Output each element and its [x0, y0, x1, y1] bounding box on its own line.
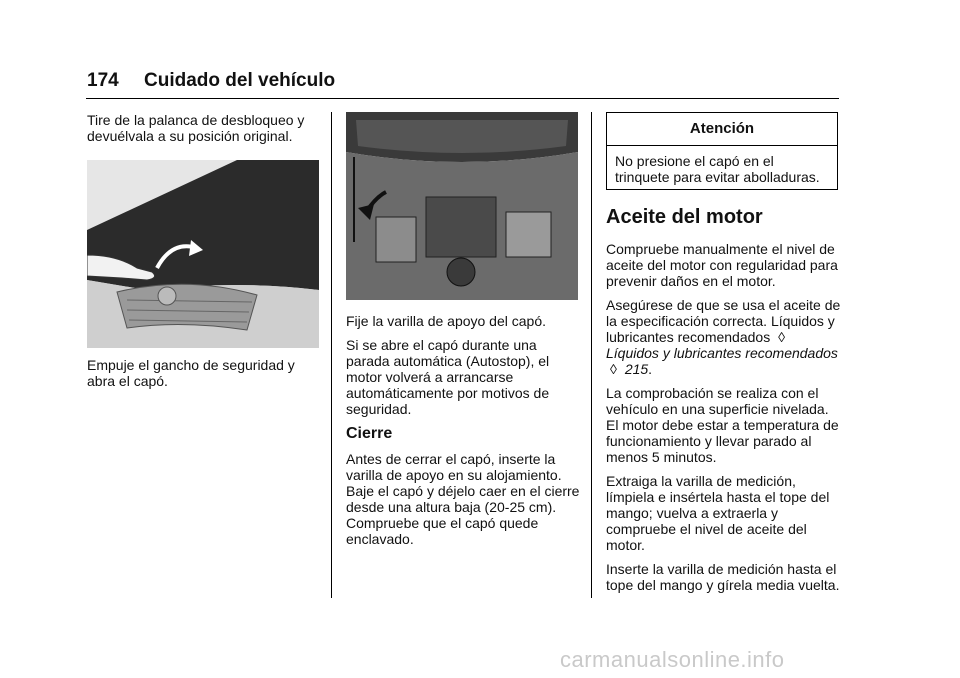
- watermark: carmanualsonline.info: [560, 647, 785, 672]
- text-p2: Si se abre el capó durante una parada automática (Autostop), el motor volverá a arrancarse automáticamente por motivos de seguridad.: [346, 337, 550, 417]
- xref-link[interactable]: Líquidos y lubricantes recomendados: [606, 345, 838, 361]
- text-p2: Asegúrese de que se usa el aceite de la especificación correcta. Líquidos y lubricantes recomendados ◊ Líquidos y lubricantes recomendados ◊ 215.: [606, 297, 841, 377]
- header-rule: [86, 98, 839, 99]
- xref-page[interactable]: 215: [624, 361, 649, 377]
- xref-icon: ◊: [778, 329, 786, 345]
- notice-box: [606, 112, 838, 190]
- section-heading-cierre: Cierre: [346, 425, 393, 442]
- hood-release-illustration: [87, 160, 319, 348]
- text-p1: Compruebe manualmente el nivel de aceite del motor con regularidad para prevenir daños en el motor.: [606, 241, 838, 289]
- text-p3: Antes de cerrar el capó, inserte la varilla de apoyo en su alojamiento. Baje el capó y déjelo caer en el cierre desde una altura baja (20-25 cm). Compruebe que el capó quede enclavado.: [346, 451, 580, 547]
- column-divider: [591, 112, 592, 598]
- column-3: [606, 206, 842, 601]
- text-p3: La comprobación se realiza con el vehículo en una superficie nivelada. El motor debe estar a temperatura de funcionamiento y llevar parado al menos 5 minutos.: [606, 385, 839, 465]
- xref-icon: ◊: [610, 361, 617, 377]
- caption-text: Empuje el gancho de seguridad y abra el capó.: [87, 357, 295, 389]
- text-p1: Fije la varilla de apoyo del capó.: [346, 313, 547, 329]
- column-1-caption: [87, 357, 323, 397]
- column-divider: [331, 112, 332, 598]
- engine-bay-image: [346, 112, 578, 300]
- section-heading-aceite: Aceite del motor: [606, 206, 763, 228]
- text-p5: Inserte la varilla de medición hasta el tope del mango y gírela media vuelta.: [606, 561, 840, 593]
- text-p4: Extraiga la varilla de medición, límpiela e insértela hasta el tope del mango; vuelva a extraerla y compruebe el nivel de aceite del motor.: [606, 473, 830, 553]
- page-number: 174: [87, 70, 119, 91]
- intro-text: Tire de la palanca de desbloqueo y devuélvala a su posición original.: [87, 112, 305, 144]
- text-p2-pre: Asegúrese de que se usa el aceite de la especificación correcta. Líquidos y lubricantes recomendados: [606, 297, 841, 345]
- engine-bay-illustration: [346, 112, 578, 300]
- notice-text: No presione el capó en el trinquete para evitar abolladuras.: [615, 153, 820, 185]
- page-title: Cuidado del vehículo: [144, 70, 336, 91]
- column-2: [346, 313, 582, 555]
- notice-title: Atención: [607, 113, 837, 146]
- hood-release-image: [87, 160, 319, 348]
- column-1: [87, 112, 323, 152]
